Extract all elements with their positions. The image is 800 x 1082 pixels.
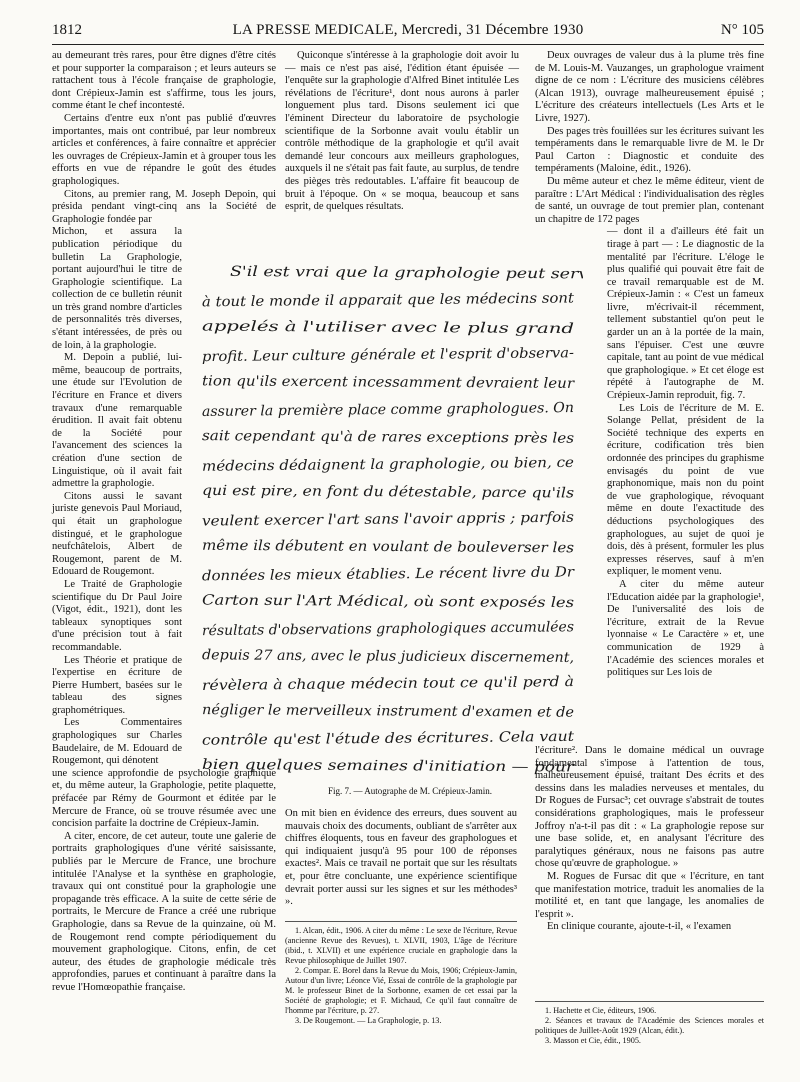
paragraph: Michon, et assura la publication périodique du bulletin La Graphologie, portant aujourd'hui le titre de Graphologie scientifique. La collection de ce bulletin réunit un très grand nombre d'articles de personnalités très diverses, s'étant intéressées, de près ou de loin, à la graphologie. bbox=[52, 226, 182, 351]
column-3-bottom bbox=[535, 745, 764, 934]
footnote: 2. Compar. E. Borel dans la Revue du Mois, 1906; Crépieux-Jamin, Autour d'un livre; Léonce Vié, Essai de contrôle de la graphologie par M. le professeur Binet de la Sorbonne, examen de cet essai par la Société de graphologie; et F. Michaud, Ce qu'il faut connaître de l'homme par l'écriture, p. 27. bbox=[285, 966, 517, 1015]
paragraph: Des pages très fouillées sur les écritures suivant les tempéraments dans le remarquable livre de M. le Dr Paul Carton : Diagnostic et conduite des tempéraments (Maloine, édit., 1926). bbox=[535, 125, 764, 175]
header-rule bbox=[52, 44, 764, 45]
handwritten-line: S'il est vrai que la graphologie peut servir bbox=[229, 263, 530, 282]
journal-title: LA PRESSE MEDICALE, Mercredi, 31 Décembre 1930 bbox=[232, 22, 584, 38]
paragraph: M. Rogues de Fursac dit que « l'écriture, en tant que manifestation motrice, traduit les anomalies de la motilité et, en tant que langage, les anomalies de l'esprit ». bbox=[535, 870, 764, 920]
paragraph: M. Depoin a publié, lui-même, beaucoup de portraits, une étude sur l'Evolution de l'écriture en France et divers travaux d'une remarquable érudition. Il avait fait obtenu de la Société pour l'avancement des sciences la création d'une section de Linguistique, où il avait fait admettre la graphologie. bbox=[52, 352, 182, 490]
paragraph: Certains d'entre eux n'ont pas publié d'œuvres importantes, mais ont contribué, par leur nombreux articles et conférences, à faire connaître et apprécier les ouvrages de Crépieux-Jamin et à grouper tous les efforts en vue de répandre le goût des études graphologiques. bbox=[52, 112, 276, 187]
handwritten-line: données les mieux établies. Le récent livre du Dr bbox=[201, 564, 551, 585]
footnotes-column-2 bbox=[285, 921, 517, 1026]
handwritten-line: négliger le merveilleux instrument d'examen et de bbox=[201, 702, 562, 721]
handwriting-image bbox=[188, 229, 583, 784]
issue-number: N° 105 bbox=[720, 22, 764, 38]
paragraph: Les Lois de l'écriture de M. E. Solange Pellat, président de la Société technique des experts en écriture, codification très bien ordonnée des principes du graphisme envisagés du point de vue graphonomique, mais non du point de vue graphologique, révoquant même en doute l'exactitude des déductions psychologiques des graphologues, au sujet de quoi je dois, dès à présent, formuler les plus expresses réserves, sauf à m'en expliquer, le moment venu. bbox=[607, 402, 764, 578]
handwritten-line: révèlera à chaque médecin tout ce qu'il perd à bbox=[201, 674, 534, 694]
footnote: 1. Alcan, édit., 1906. A citer du même : Le sexe de l'écriture, Revue (ancienne Revue des Revues), t. XLVII, 1903, L'âge de l'écriture (ibid., t. XLVII) et une expérience cruciale en graphologie dans la Revue philosophique de Juillet 1907. bbox=[285, 926, 517, 965]
handwritten-line: veulent exercer l'art sans l'avoir appris ; parfois bbox=[201, 509, 544, 530]
paragraph: Quiconque s'intéresse à la graphologie doit avoir lu — mais ce n'est pas aisé, l'édition étant épuisée — l'enquête sur la graphologie d'Alfred Binet intitulée Les révélations de l'écriture¹, dont nous aurons à parler longuement plus tard. Disons seulement ici que l'éminent Directeur du laboratoire de psychologie scientifique de la Sorbonne avait voulu établir un contrôle méthodique de la graphologie et qu'il avait demandé leur concours aux meilleurs graphologues, auxquels il ne s'était pas fait faute, au surplus, de tendre des pièges très redoutables. L'affaire fit beaucoup de bruit à l'époque. On « se moqua, beaucoup et sans esprit, de quelques résultats. bbox=[285, 50, 519, 213]
handwritten-line: à tout le monde il apparait que les médecins sont bbox=[201, 290, 553, 311]
narrow-column-block bbox=[52, 226, 182, 768]
footnote: 3. De Rougemont. — La Graphologie, p. 13. bbox=[295, 1016, 442, 1025]
paragraph: une science approfondie de psychologie graphique et, du même auteur, la Graphologie, petite plaquette, préfacée par Rémy de Gourmont et éditée par le Mercure de France, où se trouve résumée avec une concision parfaite la doctrine de Crépieux-Jamin. bbox=[52, 767, 276, 830]
paragraph: l'écriture². Dans le domaine médical un ouvrage fondamental s'impose à l'attention de tous, malheureusement épuisé, traitant Des écrits et des dessins dans les maladies nerveuses et mentales, du Dr Rogues de Fursac³; cet ouvrage s'abstrait de toutes considérations graphologiques, mais le professeur Joffroy n'a-t-il pas dit : « La graphologie repose sur une base solide, et, en analysant l'écriture des paralytiques généraux, nous ne faisons pas autre chose qu'œuvre de graphologue. » bbox=[535, 745, 764, 870]
page-number: 1812 bbox=[52, 22, 82, 38]
paragraph: Citons, au premier rang, M. Joseph Depoin, qui présida pendant vingt-cinq ans la Société de Graphologie fondée par bbox=[52, 188, 276, 225]
handwritten-line: qui est pire, en font du détestable, parce qu'ils bbox=[201, 482, 535, 502]
handwritten-line: contrôle qu'est l'étude des écritures. Cela vaut bbox=[201, 729, 535, 749]
paragraph: au demeurant très rares, pour être dignes d'être cités et pour supporter la comparaison ; et leurs auteurs se rattachent tous à l'école française de graphologie, dont Crépieux-Jamin est s'affirme, tous les jours, comme étant le chef incontesté. bbox=[52, 50, 276, 112]
paragraph: Citons aussi le savant juriste genevois Paul Moriaud, qui était un graphologue distingué, et le graphologue neufchâtelois, Albert de Rougemont, parent de M. Edouard de Rougemont. bbox=[52, 490, 182, 578]
narrow-column-block-right bbox=[607, 226, 764, 679]
footnote: 3. Masson et Cie, édit., 1905. bbox=[545, 1036, 641, 1045]
paragraph: Les Commentaires graphologiques sur Charles Baudelaire, de M. Edouard de Rougemont, qui dénotent bbox=[52, 717, 182, 767]
paragraph: A citer, encore, de cet auteur, toute une galerie de portraits graphologiques d'une vérité saisissante, publiés par le Mercure de France, une brochure intitulée l'Analyse et la synthèse en graphologie, travaux qui ont constitué pour la graphologie une propagande très efficace. A la suite de cette série de portraits, le Mercure de France a créé une rubrique Graphologie, dans sa Revue de la quinzaine, où M. de Rougemont rend compte périodiquement du mouvement graphologique. Citons, enfin, de cet auteur, des études de graphologie médicale très approfondies, parues et continuant à paraître dans la revue l'Homœopathie française. bbox=[52, 830, 276, 993]
handwritten-line: résultats d'observations graphologiques accumulées bbox=[201, 619, 575, 640]
footnote: 2. Séances et travaux de l'Académie des Sciences morales et politiques de Juillet-Août 1929 (Alcan, édit.). bbox=[535, 1016, 764, 1035]
paragraph: On mit bien en évidence des erreurs, dues souvent au mauvais choix des documents, oubliant de s'arrêter aux chiffres éloquents, tous en faveur des graphologues et qui indiquaient jusqu'à 95 pour 100 de réponses exactes². Mais ce travail ne portait que sur les résultats et, pour être concluante, une expérience scientifique devrait porter aussi sur les signes et sur les méthodes³ ». bbox=[285, 808, 517, 908]
handwritten-line: appelés à l'utiliser avec le plus grand bbox=[201, 318, 467, 337]
handwritten-line: tion qu'ils exercent incessamment devraient leur bbox=[201, 373, 550, 392]
handwritten-line: assurer la première place comme graphologues. On bbox=[201, 400, 571, 420]
handwritten-line: médecins dédaignent la graphologie, ou bien, ce bbox=[201, 455, 548, 475]
page-header bbox=[52, 22, 764, 42]
paragraph: En clinique courante, ajoute-t-il, « l'examen bbox=[547, 921, 732, 933]
paragraph: Du même auteur et chez le même éditeur, vient de paraître : L'Art Médical : l'individualisation des règles de santé, un ouvrage de tout premier plan, contenant un chapitre de 172 pages bbox=[535, 175, 764, 225]
paragraph: Les Théorie et pratique de l'expertise en écriture de Pierre Humbert, basées sur le tableau des signes graphométriques. bbox=[52, 654, 182, 716]
handwritten-line: sait cependant qu'à de rares exceptions près les bbox=[201, 428, 545, 447]
paragraph: A citer du même auteur l'Education aidée par la graphologie¹, De l'universalité des lois de l'écriture, extrait de la Revue lyonnaise « Le Caractère » et, une communication de 1929 à l'Académie des sciences morales et politiques sur Les lois de bbox=[607, 578, 764, 679]
handwritten-line: profit. Leur culture générale et l'esprit d'observa- bbox=[201, 345, 556, 366]
paragraph: — dont il a d'ailleurs été fait un tirage à part — : Le diagnostic de la mentalité par l'écriture. L'éloge le plus qualifié qui pouvait être fait de ce travail remarquable est de M. Crépieux-Jamin : « C'est un fameux livre, m'écrivait-il récemment, tellement substantiel qu'on peut le garder un an à la portée de la main, sans l'épuiser. C'est une œuvre capitale, tant au point de vue médical que graphologique. » Et cet éloge est répété à l'autographe de M. Crépieux-Jamin reproduit, fig. 7. bbox=[607, 226, 764, 402]
footnote: 1. Hachette et Cie, éditeurs, 1906. bbox=[545, 1006, 657, 1015]
footnotes-column-3 bbox=[535, 1001, 764, 1046]
column-2-top bbox=[285, 50, 519, 214]
handwritten-line: même ils débutent en voulant de bouleverser les bbox=[201, 537, 548, 557]
figure-caption: Fig. 7. — Autographe de M. Crépieux-Jamin. bbox=[328, 786, 492, 796]
column-2-bottom bbox=[285, 808, 517, 909]
autograph-figure bbox=[188, 229, 583, 784]
paragraph: Le Traité de Graphologie scientifique du Dr Paul Joire (Vigot, édit., 1921), dont les tableaux synoptiques sont d'une précision tout à fait recommandable. bbox=[52, 578, 182, 653]
handwritten-line: depuis 27 ans, avec le plus judicieux discernement, bbox=[201, 647, 568, 666]
handwritten-line: bien quelques semaines d'initiation — pour bbox=[201, 756, 510, 776]
handwritten-line: Carton sur l'Art Médical, où sont exposés les bbox=[201, 592, 521, 611]
paragraph: Deux ouvrages de valeur dus à la plume très fine de M. Louis-M. Vauzanges, un graphologue vraiment digne de ce nom : L'écriture des musiciens célèbres (Alcan 1913), ouvrage malheureusement épuisé ; L'écriture des créateurs intellectuels (Les Arts et le Livre, 1927). bbox=[535, 50, 764, 124]
